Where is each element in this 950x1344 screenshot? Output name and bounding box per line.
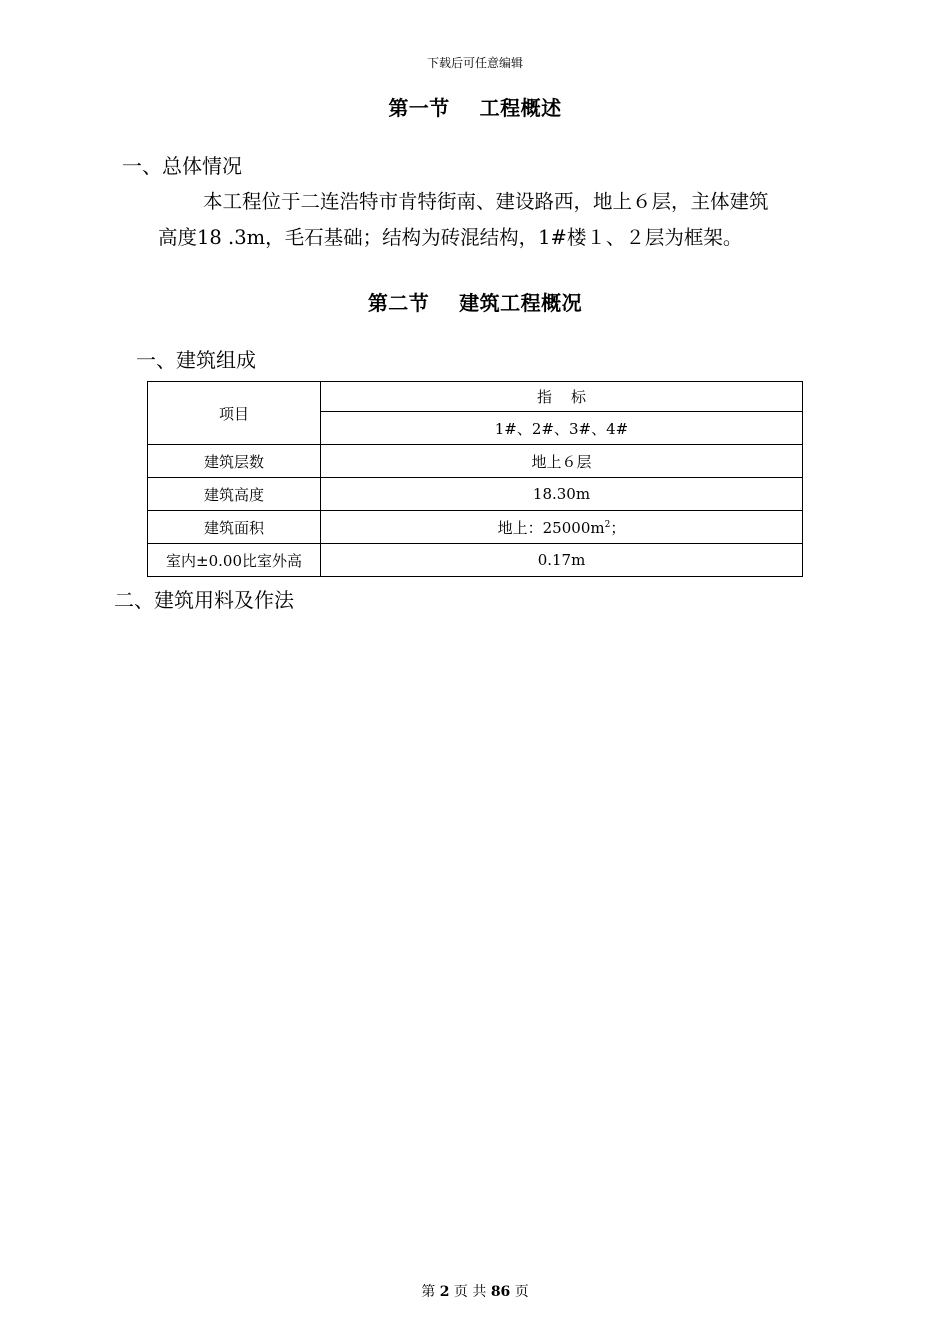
row-label: 室内±0.00比室外高 xyxy=(148,544,321,577)
overview-paragraph-line-1: 本工程位于二连浩特市肯特街南、建设路西，地上６层，主体建筑 xyxy=(203,190,769,213)
row-label: 建筑高度 xyxy=(148,478,321,511)
row-label: 建筑层数 xyxy=(148,445,321,478)
footer-page-number: 2 xyxy=(439,1284,450,1300)
building-spec-table xyxy=(147,381,803,577)
area-value-tail: ； xyxy=(610,518,626,537)
heading-materials: 二、建筑用料及作法 xyxy=(114,588,294,612)
footer-total-pages: 86 xyxy=(490,1284,511,1300)
area-unit-superscript: 2 xyxy=(604,519,611,530)
section-title-2: 第二节 建筑工程概况 xyxy=(367,291,583,315)
row-value xyxy=(321,511,803,544)
row-label: 建筑面积 xyxy=(148,511,321,544)
row-value: 18.30m xyxy=(321,478,803,511)
area-value: 地上：25000m xyxy=(497,518,605,537)
footer-middle: 页 共 xyxy=(453,1284,487,1300)
table-row xyxy=(148,544,803,577)
row-value: 0.17m xyxy=(321,544,803,577)
table-row xyxy=(148,445,803,478)
heading-composition: 一、建筑组成 xyxy=(136,348,256,372)
row-value: 地上６层 xyxy=(321,445,803,478)
table-row xyxy=(148,511,803,544)
footer-suffix: 页 xyxy=(514,1284,529,1300)
footer-prefix: 第 xyxy=(421,1284,436,1300)
table-header-buildings: 1#、2#、3#、4# xyxy=(321,412,803,445)
table-header-index: 指 标 xyxy=(321,382,803,412)
heading-overview: 一、总体情况 xyxy=(122,154,242,178)
section-title-1: 第一节 工程概述 xyxy=(388,96,562,120)
table-row xyxy=(148,478,803,511)
page-footer xyxy=(0,1281,950,1301)
header-note: 下载后可任意编辑 xyxy=(426,56,523,70)
table-header-item: 项目 xyxy=(148,382,321,445)
overview-paragraph-line-2: 高度18 .3m，毛石基础；结构为砖混结构，1#楼１、２层为框架。 xyxy=(158,226,743,249)
